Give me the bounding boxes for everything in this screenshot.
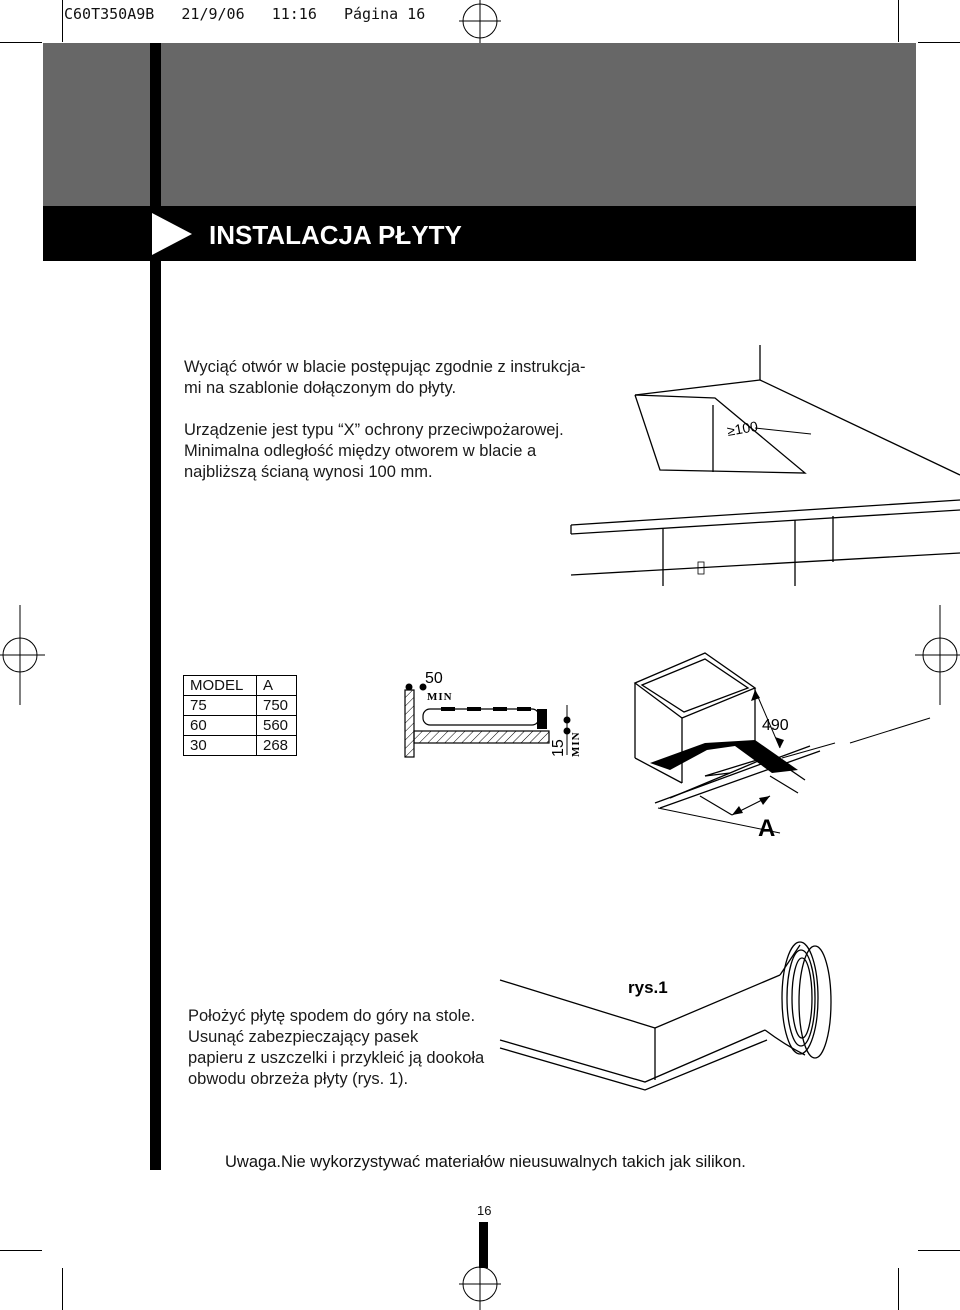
table-row <box>184 696 297 716</box>
top-clearance-min: MIN <box>427 691 453 703</box>
table-header-cell: A <box>257 676 297 696</box>
table-cell: 560 <box>257 716 297 736</box>
section-view-figure <box>395 665 590 765</box>
intro-line: Urządzenie jest typu “X” ochrony przeciwpożarowej. <box>184 421 564 439</box>
depth-label: 490 <box>762 717 789 734</box>
page-number: 16 <box>477 1203 492 1218</box>
header-gray-band <box>43 43 916 206</box>
table-cell: 75 <box>184 696 257 716</box>
play-arrow-icon <box>150 213 194 255</box>
seal-line: Położyć płytę spodem do góry na stole. <box>188 1007 476 1025</box>
title-banner <box>43 206 916 261</box>
seal-line: obwodu obrzeża płyty (rys. 1). <box>188 1070 409 1088</box>
side-clearance-value: 15 <box>550 739 567 757</box>
registration-mark-top <box>455 0 505 45</box>
intro-line <box>184 399 586 420</box>
cutout-dimension-figure <box>620 648 960 848</box>
seal-line: papieru z uszczelki i przykleić ją dookoła <box>188 1049 485 1067</box>
table-row <box>184 736 297 756</box>
figure-caption: rys.1 <box>628 978 668 997</box>
page-number-bar <box>479 1222 488 1268</box>
top-clearance-value: 50 <box>425 670 443 687</box>
table-cell: 750 <box>257 696 297 716</box>
registration-mark-left <box>0 605 45 705</box>
intro-line: najbliższą ścianą wynosi 100 mm. <box>184 463 433 481</box>
table-row <box>184 716 297 736</box>
side-clearance-min: MIN <box>570 731 582 757</box>
intro-text <box>184 357 586 483</box>
warning-note: Uwaga.Nie wykorzystywać materiałów nieusuwalnych takich jak silikon. <box>225 1153 746 1171</box>
table-header-cell: MODEL <box>184 676 257 696</box>
model-dimension-table <box>183 675 297 756</box>
table-cell: 30 <box>184 736 257 756</box>
clearance-label: ≥100 <box>725 417 760 439</box>
intro-line: mi na szablonie dołączonym do płyty. <box>184 379 457 397</box>
seal-instructions <box>188 1006 484 1090</box>
registration-mark-bottom <box>455 1262 505 1310</box>
intro-line: Minimalna odległość między otworem w blacie a <box>184 442 537 460</box>
seal-roll-figure <box>495 940 845 1100</box>
width-label: A <box>758 815 776 842</box>
print-header: C60T350A9B 21/9/06 11:16 Página 16 <box>64 5 426 23</box>
table-cell: 268 <box>257 736 297 756</box>
page-title: INSTALACJA PŁYTY <box>209 220 462 250</box>
intro-line: Wyciąć otwór w blacie postępując zgodnie z instrukcja- <box>184 358 586 376</box>
wall-clearance-figure <box>565 340 960 590</box>
table-header-row <box>184 676 297 696</box>
seal-line: Usunąć zabezpieczający pasek <box>188 1028 419 1046</box>
table-cell: 60 <box>184 716 257 736</box>
